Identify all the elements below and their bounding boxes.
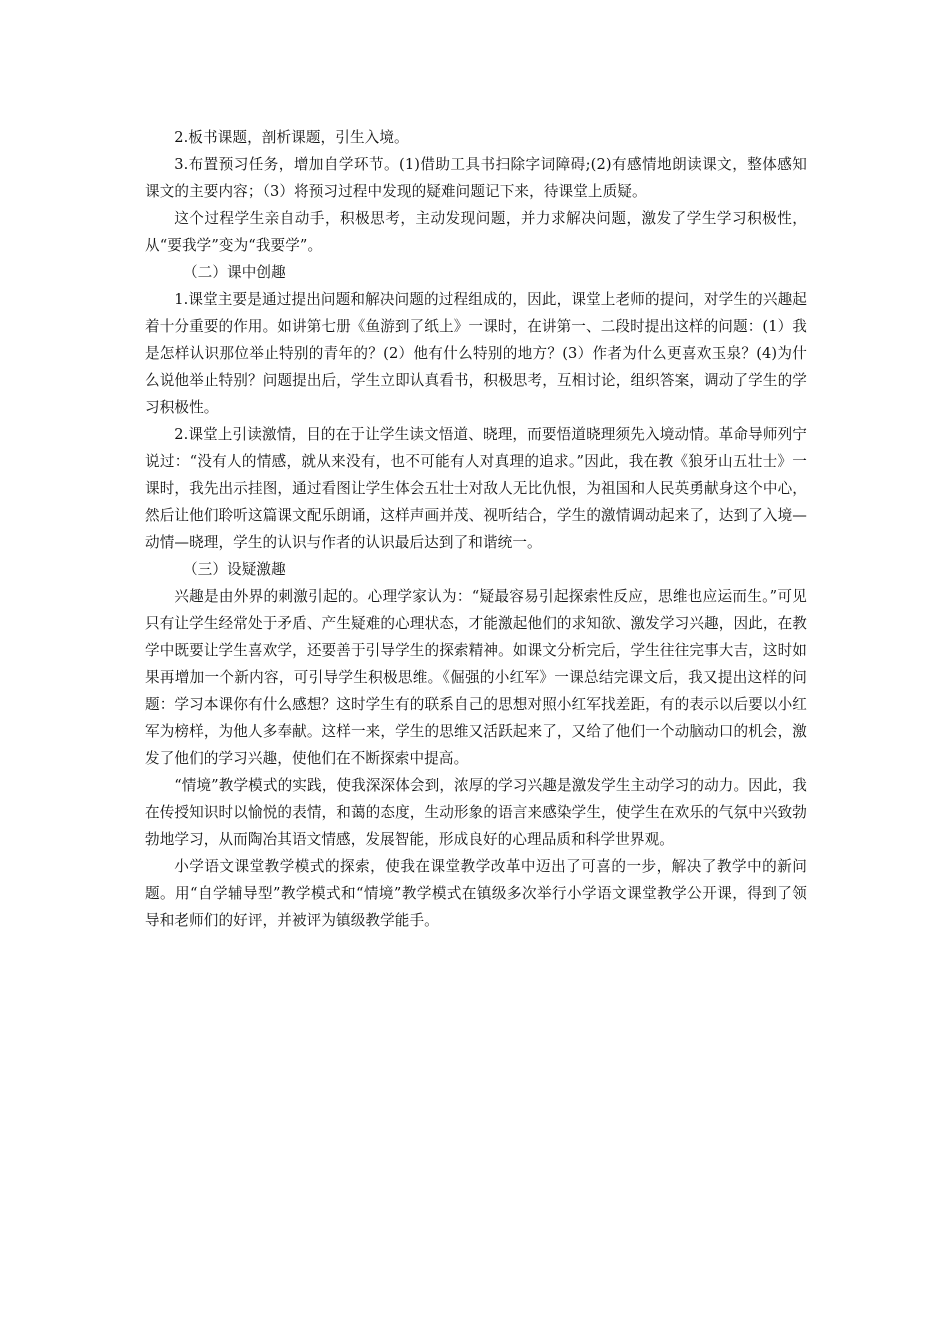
section-heading-questioning: （三）设疑激趣: [182, 561, 286, 578]
paragraph-conclusion: 小学语文课堂教学模式的探索，使我在课堂教学改革中迈出了可喜的一步，解决了教学中的新问题。用“自学辅导型”教学模式和“情境”教学模式在镇级多次举行小学语文课堂教学公开课，得到了领导和老师们的好评，并被评为镇级教学能手。: [145, 858, 807, 929]
document-body: [145, 124, 807, 934]
paragraph-questioning: 1.课堂主要是通过提出问题和解决问题的过程组成的，因此，课堂上老师的提问，对学生的兴趣起着十分重要的作用。如讲第七册《鱼游到了纸上》一课时，在讲第一、二段时提出这样的问题：(1）我是怎样认识那位举止特别的青年的？(2）他有什么特别的地方？(3）作者为什么更喜欢玉泉？(4)为什么说他举止特别？问题提出后，学生立即认真看书，积极思考，互相讨论，组织答案，调动了学生的学习积极性。: [145, 291, 807, 416]
paragraph-interest-stimulus: 兴趣是由外界的刺激引起的。心理学家认为：“疑最容易引起探索性反应，思维也应运而生。”可见只有让学生经常处于矛盾、产生疑难的心理状态，才能激起他们的求知欲、激发学习兴趣，因此，在教学中既要让学生喜欢学，还要善于引导学生的探索精神。如课文分析完后，学生往往完事大吉，这时如果再增加一个新内容，可引导学生积极思维。《倔强的小红军》一课总结完课文后，我又提出这样的问题：学习本课你有什么感想？这时学生有的联系自己的思想对照小红军找差距，有的表示以后要以小红军为榜样，为他人多奉献。这样一来，学生的思维又活跃起来了，又给了他们一个动脑动口的机会，激发了他们的学习兴趣，使他们在不断探索中提高。: [145, 588, 807, 767]
paragraph-self-study-summary: 这个过程学生亲自动手，积极思考，主动发现问题，并力求解决问题，激发了学生学习积极性，从“要我学”变为“我要学”。: [145, 210, 807, 254]
paragraph-situational-practice: “情境”教学模式的实践，使我深深体会到，浓厚的学习兴趣是激发学生主动学习的动力。因此，我在传授知识时以愉悦的表情，和蔼的态度，生动形象的语言来感染学生，使学生在欢乐的气氛中兴致勃勃地学习，从而陶冶其语文情感，发展智能，形成良好的心理品质和科学世界观。: [145, 777, 807, 848]
paragraph-step-2: 2.板书课题，剖析课题，引生入境。: [174, 129, 409, 146]
paragraph-guided-reading: 2.课堂上引读激情，目的在于让学生读文悟道、晓理，而要悟道晓理须先入境动情。革命导师列宁说过：“没有人的情感，就从来没有，也不可能有人对真理的追求。”因此，我在教《狼牙山五壮士》一课时，我先出示挂图，通过看图让学生体会五壮士对敌人无比仇恨，为祖国和人民英勇献身这个中心，然后让他们聆听这篇课文配乐朗诵，这样声画并茂、视听结合，学生的激情调动起来了，达到了入境—动情—晓理，学生的认识与作者的认识最后达到了和谐统一。: [145, 426, 807, 551]
paragraph-step-3: 3.布置预习任务，增加自学环节。(1)借助工具书扫除字词障碍;(2)有感情地朗读课文，整体感知课文的主要内容；（3）将预习过程中发现的疑难问题记下来，待课堂上质疑。: [145, 156, 807, 200]
section-heading-in-class: （二）课中创趣: [182, 264, 286, 281]
